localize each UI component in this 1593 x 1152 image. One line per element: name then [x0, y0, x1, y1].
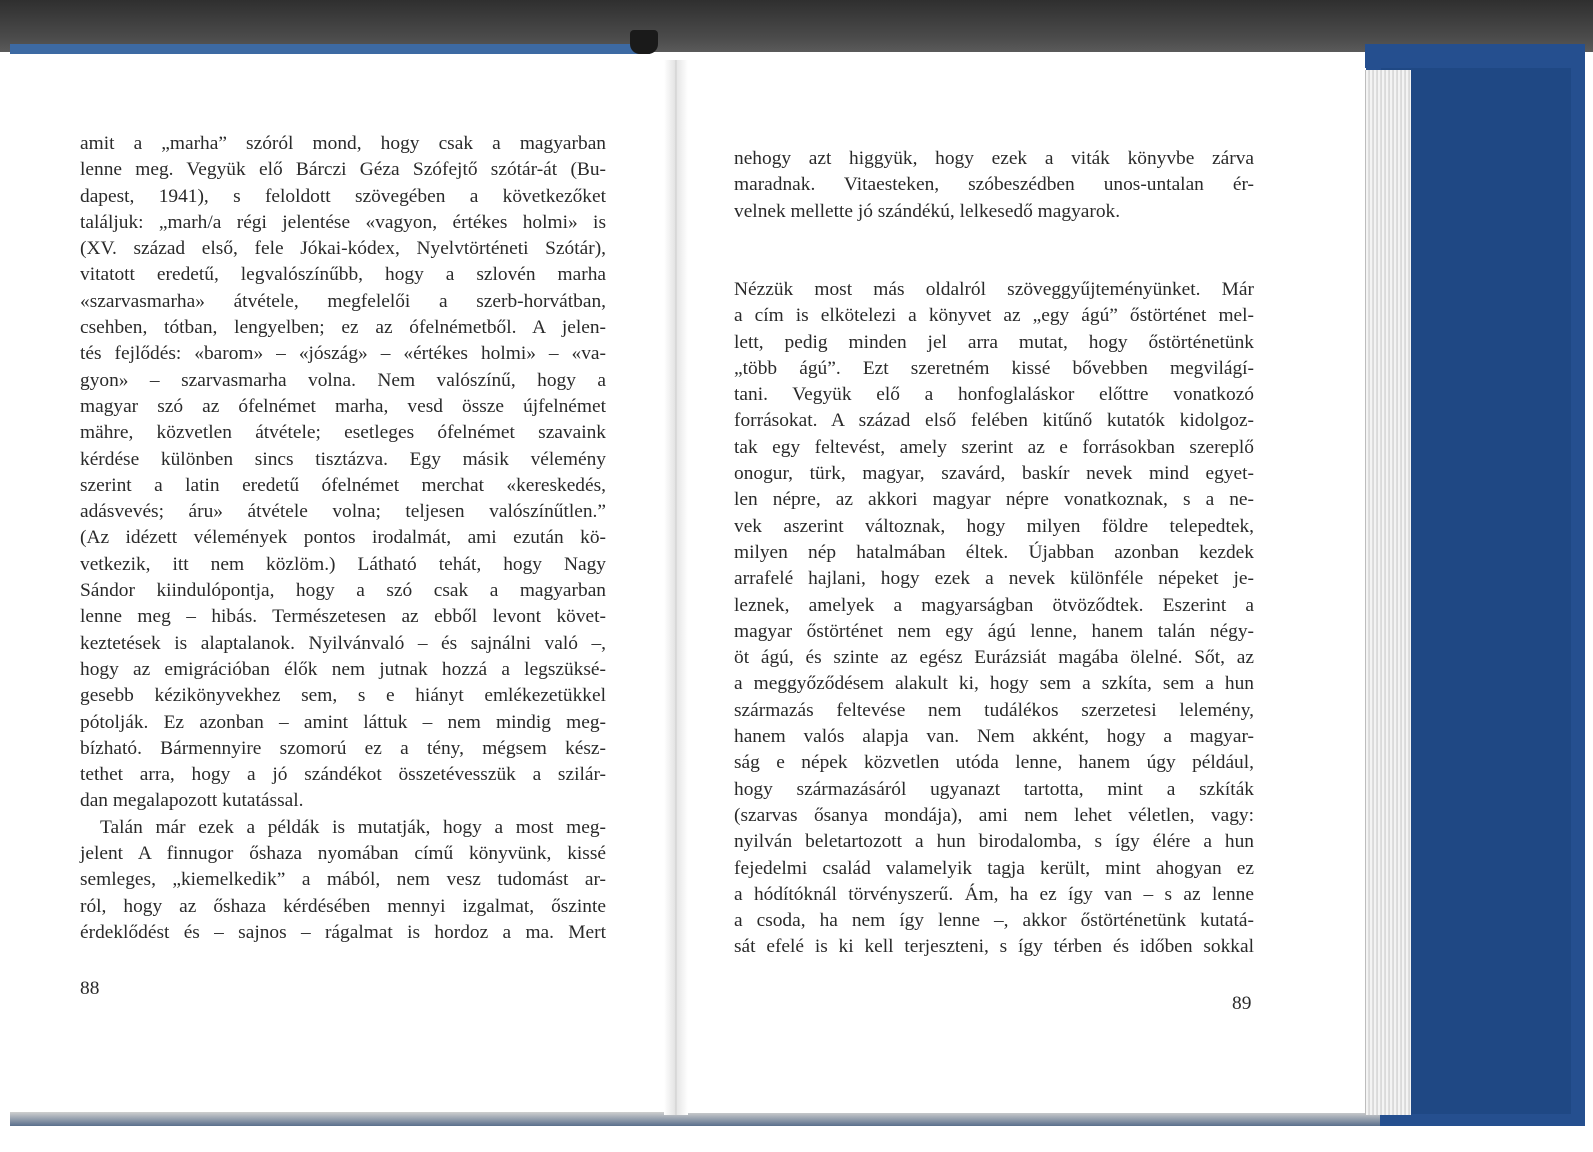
- text-line: érdeklődést és – sajnos – rágalmat is hordoz a ma. Mert: [80, 921, 606, 943]
- text-line: bízható. Bármennyire szomorú ez a tény, mégsem kész-: [80, 737, 606, 759]
- left-page-text: [80, 131, 606, 946]
- book-gutter: [664, 60, 688, 1115]
- text-line: dan megalapozott kutatással.: [80, 790, 304, 812]
- text-line: csehben, tótban, lengyelben; ez az ófelnémetből. A jelen-: [80, 317, 606, 339]
- text-line: keztetések is alaptalanok. Nyilvánvaló – és sajnálni való –,: [80, 632, 606, 654]
- text-line: leznek, amelyek a magyarságban ötvöződtek. Eszerint a: [734, 594, 1254, 616]
- text-line: Talán már ezek a példák is mutatják, hogy a most meg-: [100, 816, 606, 838]
- text-line: tethet arra, hogy a jó szándékot összetévesszük a szilár-: [80, 764, 606, 786]
- text-line: magyar szó az ófelnémet marha, vesd össze újfelnémet: [80, 395, 606, 417]
- right-page-paragraph-2: [734, 277, 1254, 961]
- text-line: ról, hogy az őshaza kérdésében mennyi izgalmat, őszinte: [80, 895, 606, 917]
- left-page: [10, 62, 676, 1112]
- right-page-paragraph-1: [734, 146, 1254, 225]
- text-line: ság e népek közvetlen utóda lenne, hanem úgy például,: [734, 752, 1254, 774]
- text-line: hanem valós alapja van. Nem akként, hogy a magyar-: [734, 726, 1254, 748]
- text-line: hogy az emigrációban élők nem jutnak hozzá a legszüksé-: [80, 658, 606, 680]
- text-line: maradnak. Vitaesteken, szóbeszédben unos-untalan ér-: [734, 174, 1254, 196]
- text-line: a meggyőződésem alakult ki, hogy sem a szkíta, sem a hun: [734, 673, 1254, 695]
- text-line: Sándor kiindulópontja, hogy a szó csak a magyarban: [80, 580, 606, 602]
- text-line: „több ágú”. Ezt szeretném kissé bővebben megvilágí-: [734, 357, 1254, 379]
- text-line: öt ágú, és szinte az egész Eurázsiát magába ölelné. Sőt, az: [734, 647, 1254, 669]
- text-line: vek aszerint változnak, hogy milyen földre telepedtek,: [734, 515, 1254, 537]
- text-line: arrafelé hajlani, hogy ezek a nevek különféle népeket je-: [734, 568, 1254, 590]
- page-stack-fore-edge: [1365, 70, 1411, 1115]
- scanner-top-shadow: [0, 0, 1593, 52]
- text-line: (Az idézett vélemények pontos irodalmát, ami ezután kö-: [80, 527, 606, 549]
- text-line: szerint a latin eredetű ófelnémet merchat «kereskedés,: [80, 474, 606, 496]
- text-line: tani. Vegyük elő a honfoglaláskor előttre vonatkozó: [734, 384, 1254, 406]
- text-line: gesebb kézikönyvekhez sem, s e hiányt emlékezetükkel: [80, 685, 606, 707]
- text-line: lenne meg – hibás. Természetesen az ebből levont követ-: [80, 606, 606, 628]
- text-line: fejedelmi család valamelyik tagja került, mint ahogyan ez: [734, 857, 1254, 879]
- text-line: tés fejlődés: «barom» – «jószág» – «értékes holmi» – «va-: [80, 343, 606, 365]
- text-line: a cím is elkötelezi a könyvet az „egy ágú” őstörténet mel-: [734, 305, 1254, 327]
- text-line: amit a „marha” szóról mond, hogy csak a magyarban: [80, 133, 606, 154]
- text-line: találjuk: „marh/a régi jelentése «vagyon, értékes holmi» is: [80, 211, 606, 233]
- text-line: lenne meg. Vegyük elő Bárczi Géza Szófejtő szótár-át (Bu-: [80, 159, 606, 181]
- text-line: (XV. század első, fele Jókai-kódex, Nyelvtörténeti Szótár),: [80, 238, 606, 260]
- text-line: a csoda, ha nem így lenne –, akkor őstörténetünk kutatá-: [734, 910, 1254, 932]
- right-page: [676, 68, 1366, 1113]
- text-line: magyar őstörténet nem egy ágú lenne, hanem talán négy-: [734, 620, 1254, 642]
- text-line: jelent A finnugor őshaza nyomában című könyvünk, kissé: [80, 843, 606, 865]
- text-line: onogur, türk, magyar, szavárd, baskír nevek mind egyet-: [734, 463, 1254, 485]
- text-line: forrásokat. A század első felében kitűnő kutatók kidolgoz-: [734, 410, 1254, 432]
- text-line: pótolják. Ez azonban – amint láttuk – nem mindig meg-: [80, 711, 606, 733]
- text-line: velnek mellette jó szándékú, lelkesedő magyarok.: [734, 200, 1121, 222]
- text-line: adásvevés; áru» átvétele volna; teljesen valószínűtlen.”: [80, 501, 606, 523]
- text-line: len népre, az akkori magyar népre vonatkoznak, s a ne-: [734, 489, 1254, 511]
- text-line: a hódítóknál törvényszerű. Ám, ha ez így van – s az lenne: [734, 883, 1254, 905]
- text-line: semleges, „kiemelkedik” a mából, nem vesz tudomást ar-: [80, 869, 606, 891]
- text-line: kérdése különben sincs tisztázva. Egy másik vélemény: [80, 448, 606, 470]
- text-line: mähre, közvetlen átvétele; esetleges ófelnémet szavaink: [80, 422, 606, 444]
- text-line: vitatott eredetű, legvalószínűbb, hogy a szlovén marha: [80, 264, 606, 286]
- scanner-bottom-shadow: [10, 1112, 1380, 1126]
- text-line: gyon» – szarvasmarha volna. Nem valószínű, hogy a: [80, 369, 606, 391]
- text-line: vetkezik, itt nem közlöm.) Látható tehát, hogy Nagy: [80, 553, 606, 575]
- text-line: sát efelé is ki kell terjeszteni, s így térben és időben sokkal: [734, 936, 1254, 958]
- bookmark-ribbon: [630, 30, 658, 54]
- cover-edge-strip: [10, 44, 650, 54]
- page-number-right: 89: [1232, 993, 1252, 1014]
- text-line: dapest, 1941), s feloldott szövegében a következőket: [80, 185, 606, 207]
- text-line: milyen nép hatalmában éltek. Újabban azonban kezdek: [734, 541, 1254, 563]
- text-line: (szarvas ősanya mondája), ami nem lehet véletlen, vagy:: [734, 804, 1254, 826]
- text-line: lett, pedig minden jel arra mutat, hogy őstörténetünk: [734, 331, 1254, 353]
- text-line: «szarvasmarha» átvétele, megfelelői a szerb-horvátban,: [80, 290, 606, 312]
- text-line: hogy származásáról ugyanazt tartotta, mint a szkíták: [734, 778, 1254, 800]
- text-line: Nézzük most más oldalról szöveggyűjteményünket. Már: [734, 279, 1254, 300]
- text-line: tak egy feltevést, amely szerint az e forrásokban szereplő: [734, 436, 1254, 458]
- text-line: származás feltevése nem tudálékos szerzetesi lelemény,: [734, 699, 1254, 721]
- text-line: nyilván beletartozott a hun birodalomba, s így élére a hun: [734, 831, 1254, 853]
- text-line: nehogy azt higgyük, hogy ezek a viták könyvbe zárva: [734, 148, 1254, 169]
- page-number-left: 88: [80, 978, 100, 999]
